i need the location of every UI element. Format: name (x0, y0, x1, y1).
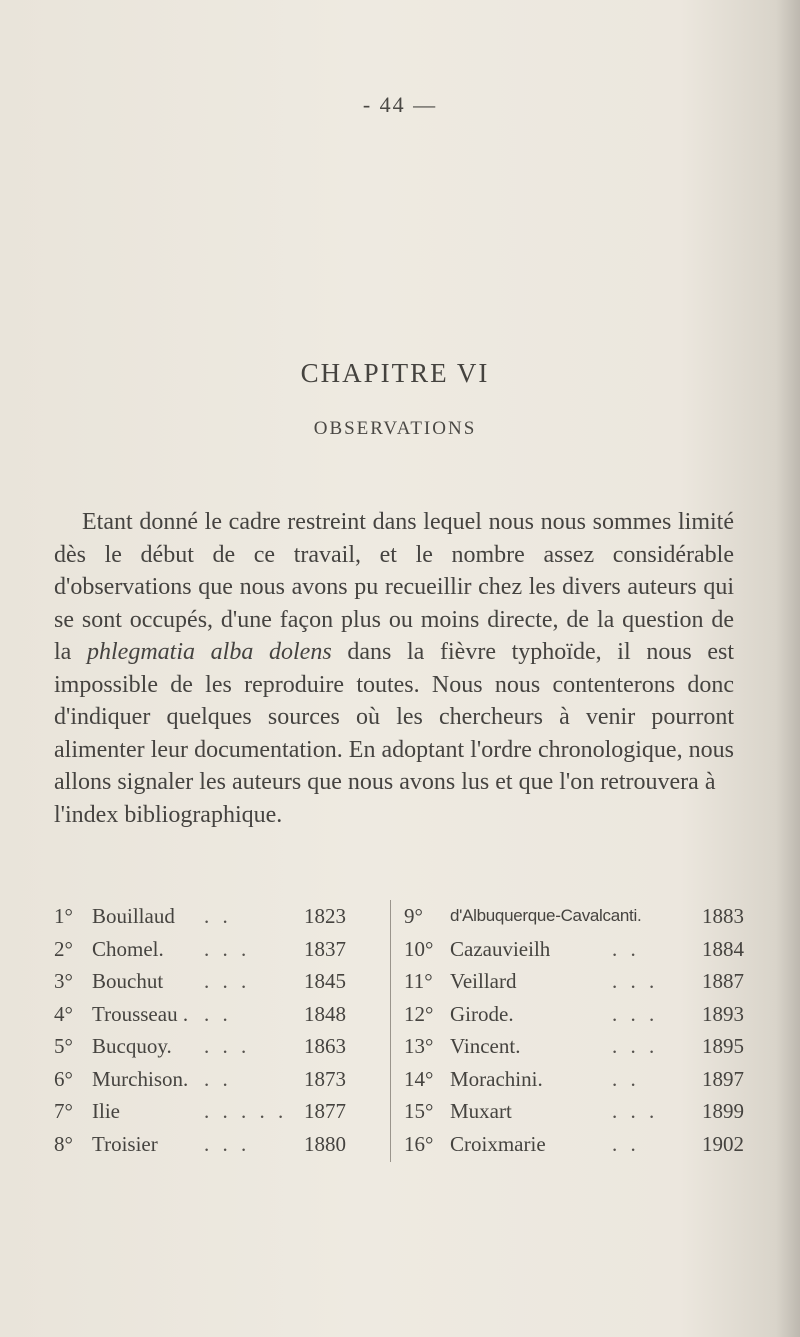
leader-dots: . . (612, 1066, 640, 1091)
author-name: Vincent. (450, 1034, 521, 1058)
author-name: Trousseau . (92, 1001, 189, 1026)
author-name: Croixmarie (450, 1131, 546, 1156)
leader-dots: . . (612, 1131, 640, 1156)
author-entry (54, 965, 384, 998)
page-number: - 44 — (362, 92, 438, 117)
author-year: 1848 (304, 1001, 346, 1026)
author-entry (400, 900, 744, 933)
author-name: Ilie (92, 1099, 120, 1123)
author-entry (54, 933, 384, 966)
leader-dots: . . . (612, 1034, 659, 1058)
author-number: 3° (54, 969, 73, 993)
author-entry (54, 1095, 384, 1128)
author-year: 1823 (304, 904, 346, 928)
leader-dots: . . . (204, 936, 251, 961)
author-year: 1902 (702, 1131, 744, 1156)
author-name: Bouillaud (92, 904, 175, 928)
paragraph-text-after: dans la fièvre typhoïde, il nous est impossible de les reproduire toutes. Nous nous contenterons donc d'indiquer quelques sources où les chercheurs à venir pourront alimenter leur documentation. En adoptant l'ordre chronologique, nous allons signaler les auteurs que nous avons lus et que l'on retrouvera à (54, 639, 734, 795)
author-year: 1877 (304, 1099, 346, 1123)
author-name: Troisier (92, 1131, 158, 1156)
author-year: 1863 (304, 1034, 346, 1058)
leader-dots: . . . (612, 1099, 659, 1123)
author-name: Chomel. (92, 936, 164, 961)
leader-dots: . . . (612, 969, 659, 993)
author-name: d'Albuquerque-Cavalcanti. (450, 906, 642, 925)
column-divider (390, 900, 391, 1162)
author-entry (400, 998, 744, 1031)
author-number: 12° (404, 1001, 434, 1026)
paragraph-main (54, 506, 734, 799)
authors-column-left (54, 900, 384, 1160)
leader-dots: . . (204, 1066, 232, 1091)
author-year: 1837 (304, 936, 346, 961)
author-number: 2° (54, 936, 73, 961)
leader-dots: . . . (612, 1001, 659, 1026)
paragraph-italic-term: phlegmatia alba dolens (87, 639, 332, 665)
leader-dots: . . . (204, 1131, 251, 1156)
author-name: Murchison. (92, 1066, 189, 1091)
paragraph-text-before: Etant donné le cadre restreint dans lequel nous nous sommes limité dès le début de ce travail, et le nombre assez considérable d'observations que nous avons pu recueillir chez les divers auteurs qui se sont occupés, d'une façon plus ou moins directe, de la question de la (54, 509, 734, 665)
body-paragraph (54, 506, 734, 831)
author-number: 1° (54, 904, 73, 928)
author-year: 1880 (304, 1131, 346, 1156)
leader-dots: . . . . . (204, 1099, 288, 1123)
author-year: 1897 (702, 1066, 744, 1091)
author-name: Veillard (450, 969, 517, 993)
author-number: 15° (404, 1099, 434, 1123)
author-entry (54, 998, 384, 1031)
author-number: 6° (54, 1066, 73, 1091)
leader-dots: . . (204, 904, 232, 928)
author-entry (400, 1063, 744, 1096)
leader-dots: . . . (204, 969, 251, 993)
author-entry (54, 1128, 384, 1161)
author-entry (400, 1095, 744, 1128)
author-year: 1883 (702, 904, 744, 928)
author-name: Bouchut (92, 969, 164, 993)
author-number: 7° (54, 1099, 73, 1123)
author-year: 1845 (304, 969, 346, 993)
author-name: Cazauvieilh (450, 936, 551, 961)
author-year: 1895 (702, 1034, 744, 1058)
author-year: 1887 (702, 969, 744, 993)
leader-dots: . . . (204, 1034, 251, 1058)
author-number: 9° (404, 904, 423, 928)
author-number: 5° (54, 1034, 73, 1058)
author-year: 1884 (702, 936, 744, 961)
author-name: Muxart (450, 1099, 512, 1123)
author-entry (54, 1030, 384, 1063)
author-name: Bucquoy. (92, 1034, 172, 1058)
author-entry (400, 933, 744, 966)
author-entry (400, 1030, 744, 1063)
author-number: 14° (404, 1066, 434, 1091)
author-number: 16° (404, 1131, 434, 1156)
author-entry (54, 900, 384, 933)
paragraph-last-line: l'index bibliographique. (54, 801, 283, 828)
author-number: 8° (54, 1131, 73, 1156)
section-title: OBSERVATIONS (313, 418, 477, 439)
author-entry (400, 965, 744, 998)
author-year: 1893 (702, 1001, 744, 1026)
author-number: 13° (404, 1034, 434, 1058)
authors-column-right (400, 900, 744, 1160)
author-name: Morachini. (450, 1066, 543, 1091)
author-name: Girode. (450, 1001, 514, 1026)
author-number: 4° (54, 1001, 73, 1026)
author-year: 1873 (304, 1066, 346, 1091)
author-entry (400, 1128, 744, 1161)
leader-dots: . . (204, 1001, 232, 1026)
chapter-title: CHAPITRE VI (300, 358, 490, 388)
leader-dots: . . (612, 936, 640, 961)
author-entry (54, 1063, 384, 1096)
author-number: 11° (404, 969, 433, 993)
author-year: 1899 (702, 1099, 744, 1123)
author-number: 10° (404, 936, 434, 961)
